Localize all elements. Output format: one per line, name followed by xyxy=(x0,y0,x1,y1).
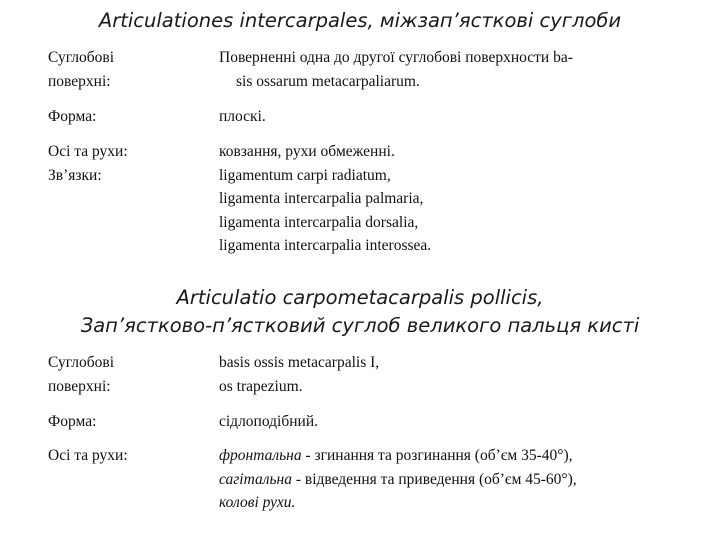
s2-movement-desc: - згинання та розгинання (об’єм 35-40°), xyxy=(301,447,573,464)
s1-form-value: плоскі. xyxy=(219,108,266,125)
s2-axes-label: Осі та рухи: xyxy=(48,447,128,464)
s2-movement-item xyxy=(219,444,699,468)
s2-surfaces-value-line2: os trapezium. xyxy=(219,377,303,395)
s1-axes-ligaments-label xyxy=(48,140,213,187)
s2-surfaces-label-line1: Суглобові xyxy=(48,354,115,371)
section1-title-ukrainian: міжзап’ясткові суглоби xyxy=(379,9,622,32)
s2-surfaces-label-line2: поверхні: xyxy=(48,377,111,395)
s1-ligament-item: ligamenta intercarpalia interossea. xyxy=(219,237,432,254)
s2-movement-term: сагітальна xyxy=(219,470,292,488)
section1-title-latin: Articulationes intercarpales xyxy=(98,9,368,32)
s1-surfaces-label-line2: поверхні: xyxy=(48,72,111,90)
s2-movements-list xyxy=(219,444,699,515)
section1-title xyxy=(0,9,720,32)
s1-surfaces-label-line1: Суглобові xyxy=(48,49,115,66)
s2-movement-desc: - відведення та приведення (об’єм 45-60°), xyxy=(291,470,577,488)
s1-surfaces-value-line1: Поверненні одна до другої суглобові поверхности ba- xyxy=(219,49,573,66)
s2-movement-item xyxy=(219,491,699,515)
s1-ligament-item: ligamenta intercarpalia dorsalia, xyxy=(219,213,419,231)
s1-surfaces-value xyxy=(219,46,699,93)
s1-axes-ligaments-value xyxy=(219,140,699,258)
s2-surfaces-value-line1: basis ossis metacarpalis I, xyxy=(219,354,380,371)
s2-movement-term: фронтальна xyxy=(219,447,302,464)
s1-axes-value: ковзання, рухи обмеженні. xyxy=(219,143,395,160)
s1-axes-label: Осі та рухи: xyxy=(48,143,128,160)
s2-form-label: Форма: xyxy=(48,413,97,430)
s1-surfaces-value-line2: sis ossarum metacarpaliarum. xyxy=(236,72,420,90)
s2-surfaces-value xyxy=(219,351,699,398)
section1-title-separator: , xyxy=(367,9,380,32)
s1-form-label: Форма: xyxy=(48,108,97,125)
s2-movement-term: колові рухи. xyxy=(219,494,296,511)
s1-ligament-item: ligamenta intercarpalia palmaria, xyxy=(219,190,424,207)
s1-ligaments-label: Зв’язки: xyxy=(48,166,102,184)
s2-surfaces-label xyxy=(48,351,213,398)
s2-form-value: сідлоподібний. xyxy=(219,413,318,430)
s1-ligament-item: ligamentum carpi radiatum, xyxy=(219,166,391,184)
section2-title-latin: Articulatio carpometacarpalis pollicis, xyxy=(176,286,544,309)
s2-movement-item xyxy=(219,468,699,492)
section2-title-ukrainian: Зап’ястково-п’ястковий суглоб великого пальця кисті xyxy=(80,314,640,337)
s1-surfaces-label xyxy=(48,46,213,93)
